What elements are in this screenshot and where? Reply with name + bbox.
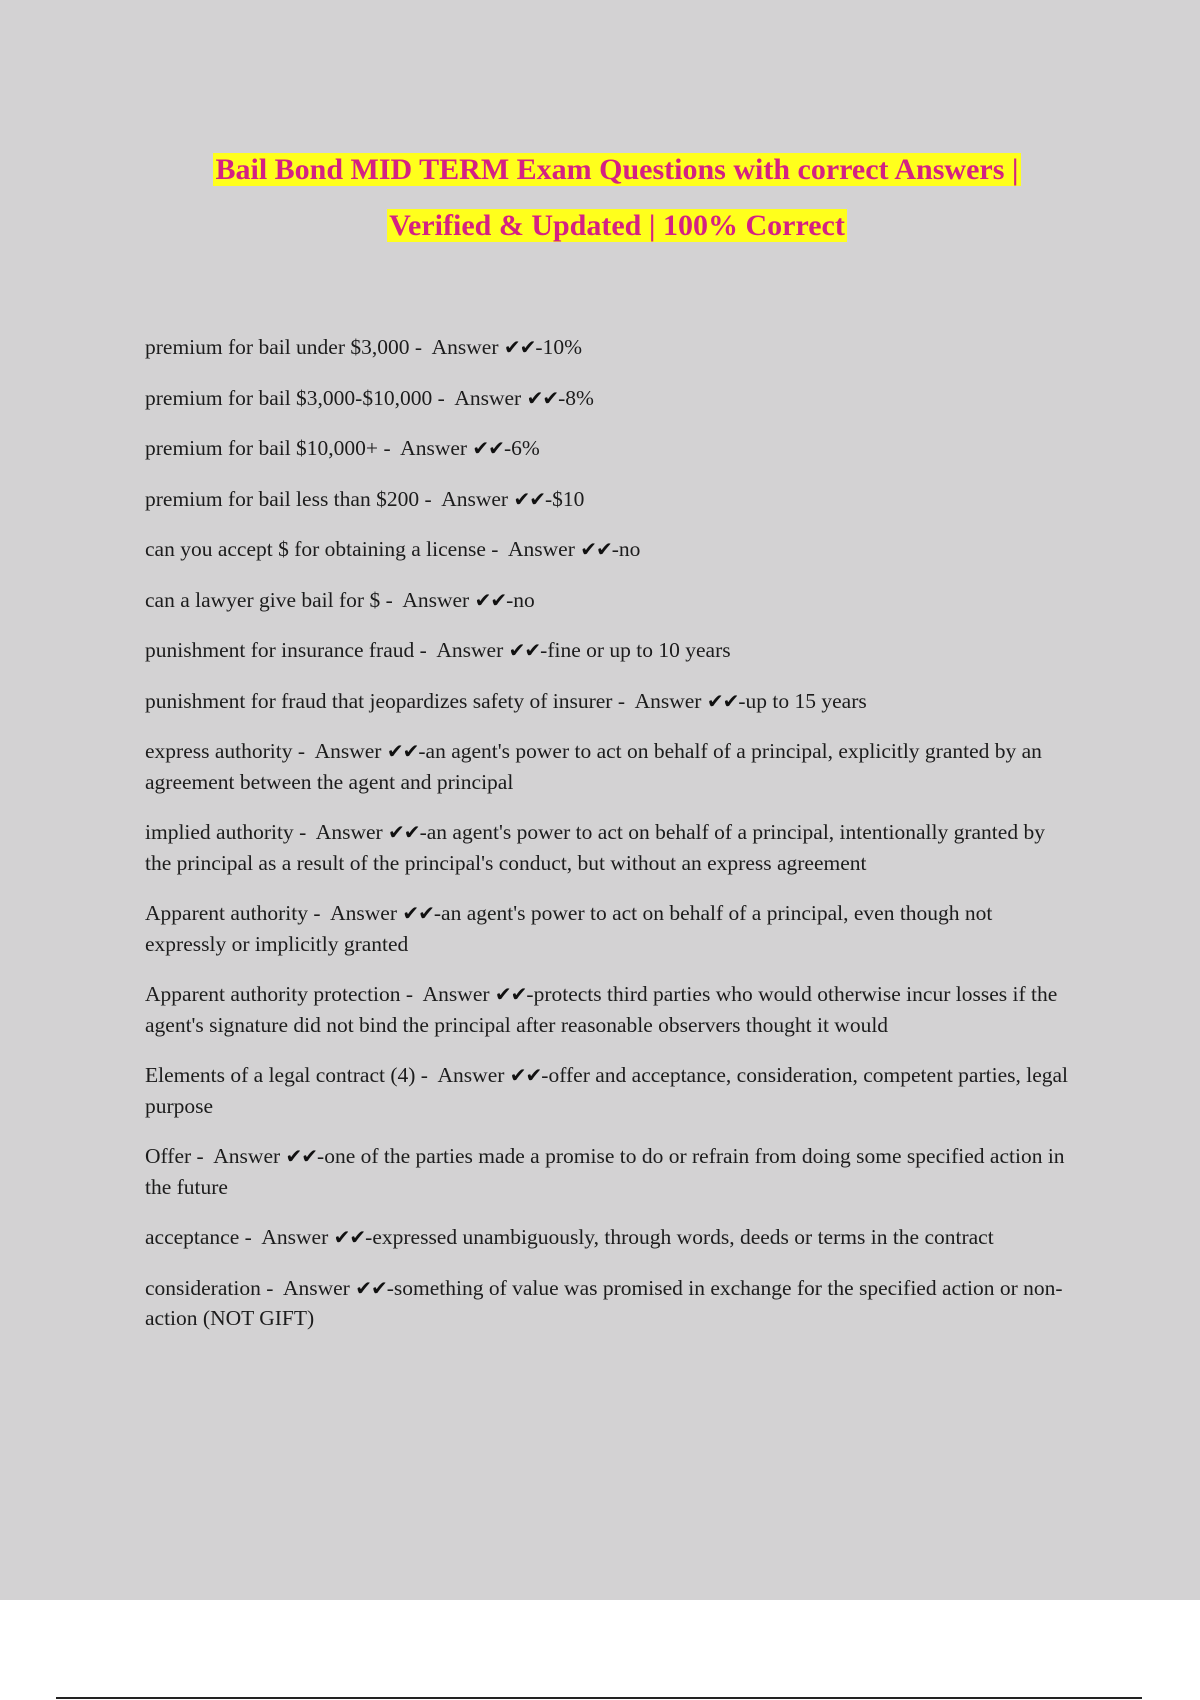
double-check-icon: ✔✔ xyxy=(472,436,504,460)
double-check-icon: ✔✔ xyxy=(333,1225,366,1249)
question-text: premium for bail $3,000-$10,000 xyxy=(145,385,433,410)
document-title xyxy=(0,142,1200,254)
double-check-icon: ✔✔ xyxy=(509,1063,542,1087)
qa-item: premium for bail less than $200 - Answer ✔✔-$10 xyxy=(145,486,585,511)
qa-item: premium for bail $3,000-$10,000 - Answer ✔✔-8% xyxy=(145,385,594,410)
question-text: punishment for fraud that jeopardizes safety of insurer xyxy=(145,688,613,713)
answer-label: Answer xyxy=(507,537,575,561)
qa-item: can you accept $ for obtaining a license - Answer ✔✔-no xyxy=(145,537,641,561)
answer-label: Answer xyxy=(437,1063,505,1087)
answer-text: $10 xyxy=(552,486,585,511)
qa-item: Offer - Answer ✔✔-one of the parties made a promise to do or refrain from doing some specified action in the future xyxy=(145,1144,1065,1199)
answer-text: offer and acceptance, consideration, competent parties, legal purpose xyxy=(145,1063,1069,1118)
question-text: Elements of a legal contract (4) xyxy=(145,1063,416,1087)
qa-item: can a lawyer give bail for $ - Answer ✔✔-no xyxy=(145,587,535,612)
double-check-icon: ✔✔ xyxy=(503,335,536,359)
answer-text: fine or up to 10 years xyxy=(547,638,731,662)
answer-label: Answer xyxy=(441,486,509,511)
qa-item: express authority - Answer ✔✔-an agent's power to act on behalf of a principal, explicitly granted by an agreement between the agent and principal xyxy=(145,739,1042,794)
answer-text: an agent's power to act on behalf of a principal, even though not expressly or implicitly granted xyxy=(145,901,993,956)
double-check-icon: ✔✔ xyxy=(508,638,541,662)
double-check-icon: ✔✔ xyxy=(513,486,545,511)
answer-label: Answer xyxy=(314,739,382,763)
answer-label: Answer xyxy=(436,638,504,662)
double-check-icon: ✔✔ xyxy=(494,982,527,1006)
double-check-icon: ✔✔ xyxy=(355,1275,387,1300)
double-check-icon: ✔✔ xyxy=(580,537,612,561)
footer-divider xyxy=(56,1697,1142,1699)
question-text: Offer xyxy=(145,1144,192,1168)
qa-item: punishment for insurance fraud - Answer ✔✔-fine or up to 10 years xyxy=(145,638,731,662)
question-text: premium for bail under $3,000 xyxy=(145,335,410,359)
question-text: acceptance xyxy=(145,1225,240,1249)
question-text: premium for bail $10,000+ xyxy=(145,436,379,460)
answer-text: 6% xyxy=(511,436,540,460)
answer-text: up to 15 years xyxy=(745,688,867,713)
question-text: can you accept $ for obtaining a license xyxy=(145,537,486,561)
question-text: Apparent authority xyxy=(145,901,308,925)
double-check-icon: ✔✔ xyxy=(386,739,419,763)
qa-item: consideration - Answer ✔✔-something of value was promised in exchange for the specified action or non-action (NOT GIFT) xyxy=(145,1275,1063,1330)
answer-label: Answer xyxy=(422,982,490,1006)
qa-item: acceptance - Answer ✔✔-expressed unambiguously, through words, deeds or terms in the contract xyxy=(145,1225,994,1249)
answer-label: Answer xyxy=(400,436,468,460)
question-text: express authority xyxy=(145,739,293,763)
answer-label: Answer xyxy=(261,1225,329,1249)
qa-item: Elements of a legal contract (4) - Answer ✔✔-offer and acceptance, consideration, competent parties, legal purpose xyxy=(145,1063,1069,1118)
answer-label: Answer xyxy=(213,1144,281,1168)
answer-text: an agent's power to act on behalf of a principal, intentionally granted by the principal as a result of the principal's conduct, but without an express agreement xyxy=(145,820,1045,875)
answer-text: an agent's power to act on behalf of a principal, explicitly granted by an agreement between the agent and principal xyxy=(145,739,1042,794)
title-line-2: Verified & Updated | 100% Correct xyxy=(389,209,845,242)
qa-item: Apparent authority protection - Answer ✔✔-protects third parties who would otherwise incur losses if the agent's signature did not bind the principal after reasonable observers thought it would xyxy=(145,982,1058,1037)
qa-item: punishment for fraud that jeopardizes safety of insurer - Answer ✔✔-up to 15 years xyxy=(145,688,867,713)
double-check-icon: ✔✔ xyxy=(474,587,507,612)
double-check-icon: ✔✔ xyxy=(706,688,739,713)
question-text: punishment for insurance fraud xyxy=(145,638,415,662)
double-check-icon: ✔✔ xyxy=(388,820,420,844)
question-text: can a lawyer give bail for $ xyxy=(145,587,381,612)
answer-label: Answer xyxy=(634,688,702,713)
answer-text: no xyxy=(513,587,535,612)
title-line-1: Bail Bond MID TERM Exam Questions with correct Answers | xyxy=(215,153,1019,186)
question-text: implied authority xyxy=(145,820,294,844)
qa-item: Apparent authority - Answer ✔✔-an agent's power to act on behalf of a principal, even though not expressly or implicitly granted xyxy=(145,901,993,956)
answer-label: Answer xyxy=(282,1275,350,1300)
question-text: consideration xyxy=(145,1275,261,1300)
answer-text: no xyxy=(618,537,641,561)
answer-label: Answer xyxy=(315,820,383,844)
double-check-icon: ✔✔ xyxy=(402,901,434,925)
qa-item: premium for bail under $3,000 - Answer ✔✔-10% xyxy=(145,335,582,359)
double-check-icon: ✔✔ xyxy=(285,1144,318,1168)
answer-text: protects third parties who would otherwise incur losses if the agent's signature did not bind the principal after reasonable observers thought it would xyxy=(145,982,1058,1037)
answer-text: expressed unambiguously, through words, deeds or terms in the contract xyxy=(372,1225,994,1249)
double-check-icon: ✔✔ xyxy=(526,385,559,410)
answer-text: one of the parties made a promise to do or refrain from doing some specified action in the future xyxy=(145,1144,1065,1199)
qa-item: implied authority - Answer ✔✔-an agent's power to act on behalf of a principal, intentionally granted by the principal as a result of the principal's conduct, but without an express agreement xyxy=(145,820,1045,875)
answer-label: Answer xyxy=(431,335,499,359)
question-text: Apparent authority protection xyxy=(145,982,401,1006)
answer-label: Answer xyxy=(330,901,397,925)
question-text: premium for bail less than $200 xyxy=(145,486,420,511)
answer-label: Answer xyxy=(454,385,522,410)
answer-text: 8% xyxy=(565,385,594,410)
answer-text: something of value was promised in exchange for the specified action or non-action (NOT GIFT) xyxy=(145,1275,1063,1330)
answer-label: Answer xyxy=(402,587,470,612)
qa-list xyxy=(145,332,1075,1354)
qa-item: premium for bail $10,000+ - Answer ✔✔-6% xyxy=(145,436,540,460)
answer-text: 10% xyxy=(542,335,582,359)
